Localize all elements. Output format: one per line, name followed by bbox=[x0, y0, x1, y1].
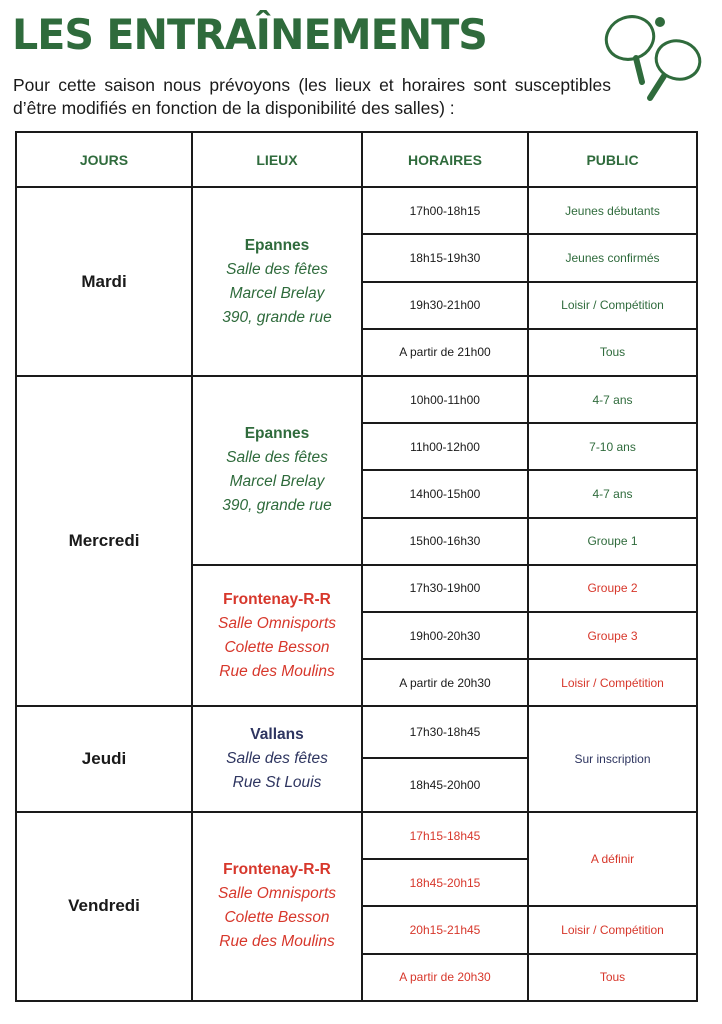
audience: Jeunes débutants bbox=[528, 187, 697, 234]
time-slot: A partir de 20h30 bbox=[362, 659, 528, 706]
audience: Jeunes confirmés bbox=[528, 234, 697, 281]
intro-text: Pour cette saison nous prévoyons (les lieux et horaires sont susceptibles d’être modifiés en fonction de la disponibilité des salles) : bbox=[13, 75, 611, 118]
location-epannes bbox=[192, 376, 362, 565]
time-slot: A partir de 20h30 bbox=[362, 954, 528, 1001]
location-name: Epannes bbox=[244, 236, 310, 254]
location-epannes bbox=[192, 187, 362, 376]
time-slot: 14h00-15h00 bbox=[362, 470, 528, 517]
location-line: Rue des Moulins bbox=[219, 662, 335, 680]
time-slot: 15h00-16h30 bbox=[362, 518, 528, 565]
audience: Groupe 2 bbox=[528, 565, 697, 612]
audience: Groupe 1 bbox=[528, 518, 697, 565]
location-line: Marcel Brelay bbox=[229, 284, 325, 302]
location-line: Colette Besson bbox=[224, 638, 330, 656]
location-vallans bbox=[192, 706, 362, 811]
time-slot: 17h00-18h15 bbox=[362, 187, 528, 234]
audience: Groupe 3 bbox=[528, 612, 697, 659]
location-frontenay bbox=[192, 565, 362, 707]
day-jeudi: Jeudi bbox=[16, 706, 192, 811]
location-line: 390, grande rue bbox=[222, 308, 332, 326]
header-jours: JOURS bbox=[16, 132, 192, 187]
table-row bbox=[16, 812, 697, 859]
time-slot: 11h00-12h00 bbox=[362, 423, 528, 470]
location-line: Colette Besson bbox=[224, 909, 330, 927]
time-slot: 19h30-21h00 bbox=[362, 282, 528, 329]
time-slot: 17h30-18h45 bbox=[362, 706, 528, 757]
day-mercredi: Mercredi bbox=[16, 376, 192, 706]
location-line: Salle des fêtes bbox=[226, 750, 328, 768]
day-vendredi: Vendredi bbox=[16, 812, 192, 1001]
header-lieux: LIEUX bbox=[192, 132, 362, 187]
header-public: PUBLIC bbox=[528, 132, 697, 187]
audience: Tous bbox=[528, 954, 697, 1001]
audience: Tous bbox=[528, 329, 697, 376]
location-line: Salle Omnisports bbox=[217, 614, 336, 632]
location-line: Salle des fêtes bbox=[226, 260, 328, 278]
time-slot: A partir de 21h00 bbox=[362, 329, 528, 376]
location-line: Marcel Brelay bbox=[229, 473, 325, 491]
audience: Sur inscription bbox=[528, 706, 697, 811]
day-mardi: Mardi bbox=[16, 187, 192, 376]
ping-pong-rackets-icon bbox=[598, 8, 710, 108]
time-slot: 18h45-20h15 bbox=[362, 859, 528, 906]
time-slot: 19h00-20h30 bbox=[362, 612, 528, 659]
time-slot: 10h00-11h00 bbox=[362, 376, 528, 423]
location-line: Salle Omnisports bbox=[217, 885, 336, 903]
location-line: Rue des Moulins bbox=[219, 933, 335, 951]
time-slot: 18h45-20h00 bbox=[362, 758, 528, 812]
audience: 4-7 ans bbox=[528, 376, 697, 423]
location-line: Salle des fêtes bbox=[226, 449, 328, 467]
location-line: Rue St Louis bbox=[232, 774, 322, 792]
location-name: Vallans bbox=[250, 726, 304, 744]
time-slot: 20h15-21h45 bbox=[362, 906, 528, 953]
page-title: LES ENTRAÎNEMENTS bbox=[12, 10, 487, 59]
table-row bbox=[16, 187, 697, 234]
audience: 7-10 ans bbox=[528, 423, 697, 470]
audience: Loisir / Compétition bbox=[528, 659, 697, 706]
location-name: Frontenay-R-R bbox=[223, 861, 331, 879]
time-slot: 17h15-18h45 bbox=[362, 812, 528, 859]
time-slot: 18h15-19h30 bbox=[362, 234, 528, 281]
table-header-row bbox=[16, 132, 697, 187]
audience: Loisir / Compétition bbox=[528, 906, 697, 953]
audience: 4-7 ans bbox=[528, 470, 697, 517]
table-row bbox=[16, 706, 697, 757]
location-line: 390, grande rue bbox=[222, 497, 332, 515]
location-frontenay bbox=[192, 812, 362, 1001]
table-row bbox=[16, 376, 697, 423]
audience: A définir bbox=[528, 812, 697, 906]
training-schedule-table bbox=[15, 131, 698, 1002]
location-name: Frontenay-R-R bbox=[223, 590, 331, 608]
header-horaires: HORAIRES bbox=[362, 132, 528, 187]
audience: Loisir / Compétition bbox=[528, 282, 697, 329]
location-name: Epannes bbox=[244, 425, 310, 443]
time-slot: 17h30-19h00 bbox=[362, 565, 528, 612]
